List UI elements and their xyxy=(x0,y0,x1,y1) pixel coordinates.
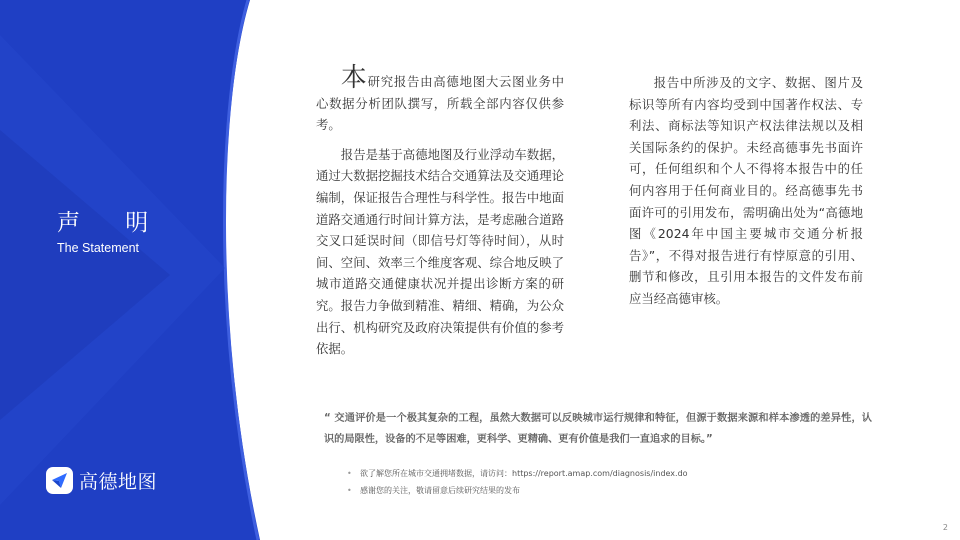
amap-logo xyxy=(46,467,157,494)
navigation-arrow-icon xyxy=(46,467,73,494)
statement-title-cn: 声 明 xyxy=(57,210,168,236)
page-number: 2 xyxy=(942,523,948,532)
statement-title-block xyxy=(57,208,167,255)
statement-title-en: The Statement xyxy=(57,241,139,255)
left-blue-panel xyxy=(0,0,260,540)
quote-text: “ 交通评价是一个极其复杂的工程，虽然大数据可以反映城市运行规律和特征，但源于数据来源和样本渗透的差异性，认识的局限性，设备的不足等困难，更科学、更精确、更有价值是我们一直追求的目标。” xyxy=(324,413,872,445)
note-item-thanks: • 感谢您的关注，敬请留意后续研究结果的发布 xyxy=(360,482,920,499)
dropcap-char: 本 xyxy=(340,63,368,93)
amap-logo-text: 高德地图 xyxy=(79,471,158,493)
copyright-paragraph: 报告中所涉及的文字、数据、图片及标识等所有内容均受到中国著作权法、专利法、商标法等知识产权法律法规以及相关国际条约的保护。未经高德事先书面许可，任何组织和个人不得将本报告中的任何内容用于任何商业目的。经高德事先书面许可的引用发布，需明确出处为“高德地图《2024年中国主要城市交通分析报告》”，不得对报告进行有悖原意的引用、删节和修改，且引用本报告的文件发布前应当经高德审核。 xyxy=(629,75,863,306)
notes-list xyxy=(360,465,920,499)
intro-paragraph-text: 研究报告由高德地图大云图业务中心数据分析团队撰写，所载全部内容仅供参考。 xyxy=(316,74,564,133)
blue-panel-shape xyxy=(0,0,260,540)
copyright-column xyxy=(629,72,863,310)
note-item-visit: • 欲了解您所在城市交通拥堵数据，请访问：https://report.amap.com/diagnosis/index.do xyxy=(360,465,920,482)
intro-column xyxy=(316,63,564,360)
intro-paragraph xyxy=(316,63,564,136)
method-paragraph: 报告是基于高德地图及行业浮动车数据，通过大数据挖掘技术结合交通算法及交通理论编制，保证报告合理性与科学性。报告中地面道路交通通行时间计算方法，是考虑融合道路交叉口延误时间（即信号灯等待时间），从时间、空间、效率三个维度客观、综合地反映了城市道路交通健康状况并提出诊断方案的研究。报告力争做到精准、精细、精确，为公众出行、机构研究及政府决策提供有价值的参考依据。 xyxy=(316,146,564,357)
